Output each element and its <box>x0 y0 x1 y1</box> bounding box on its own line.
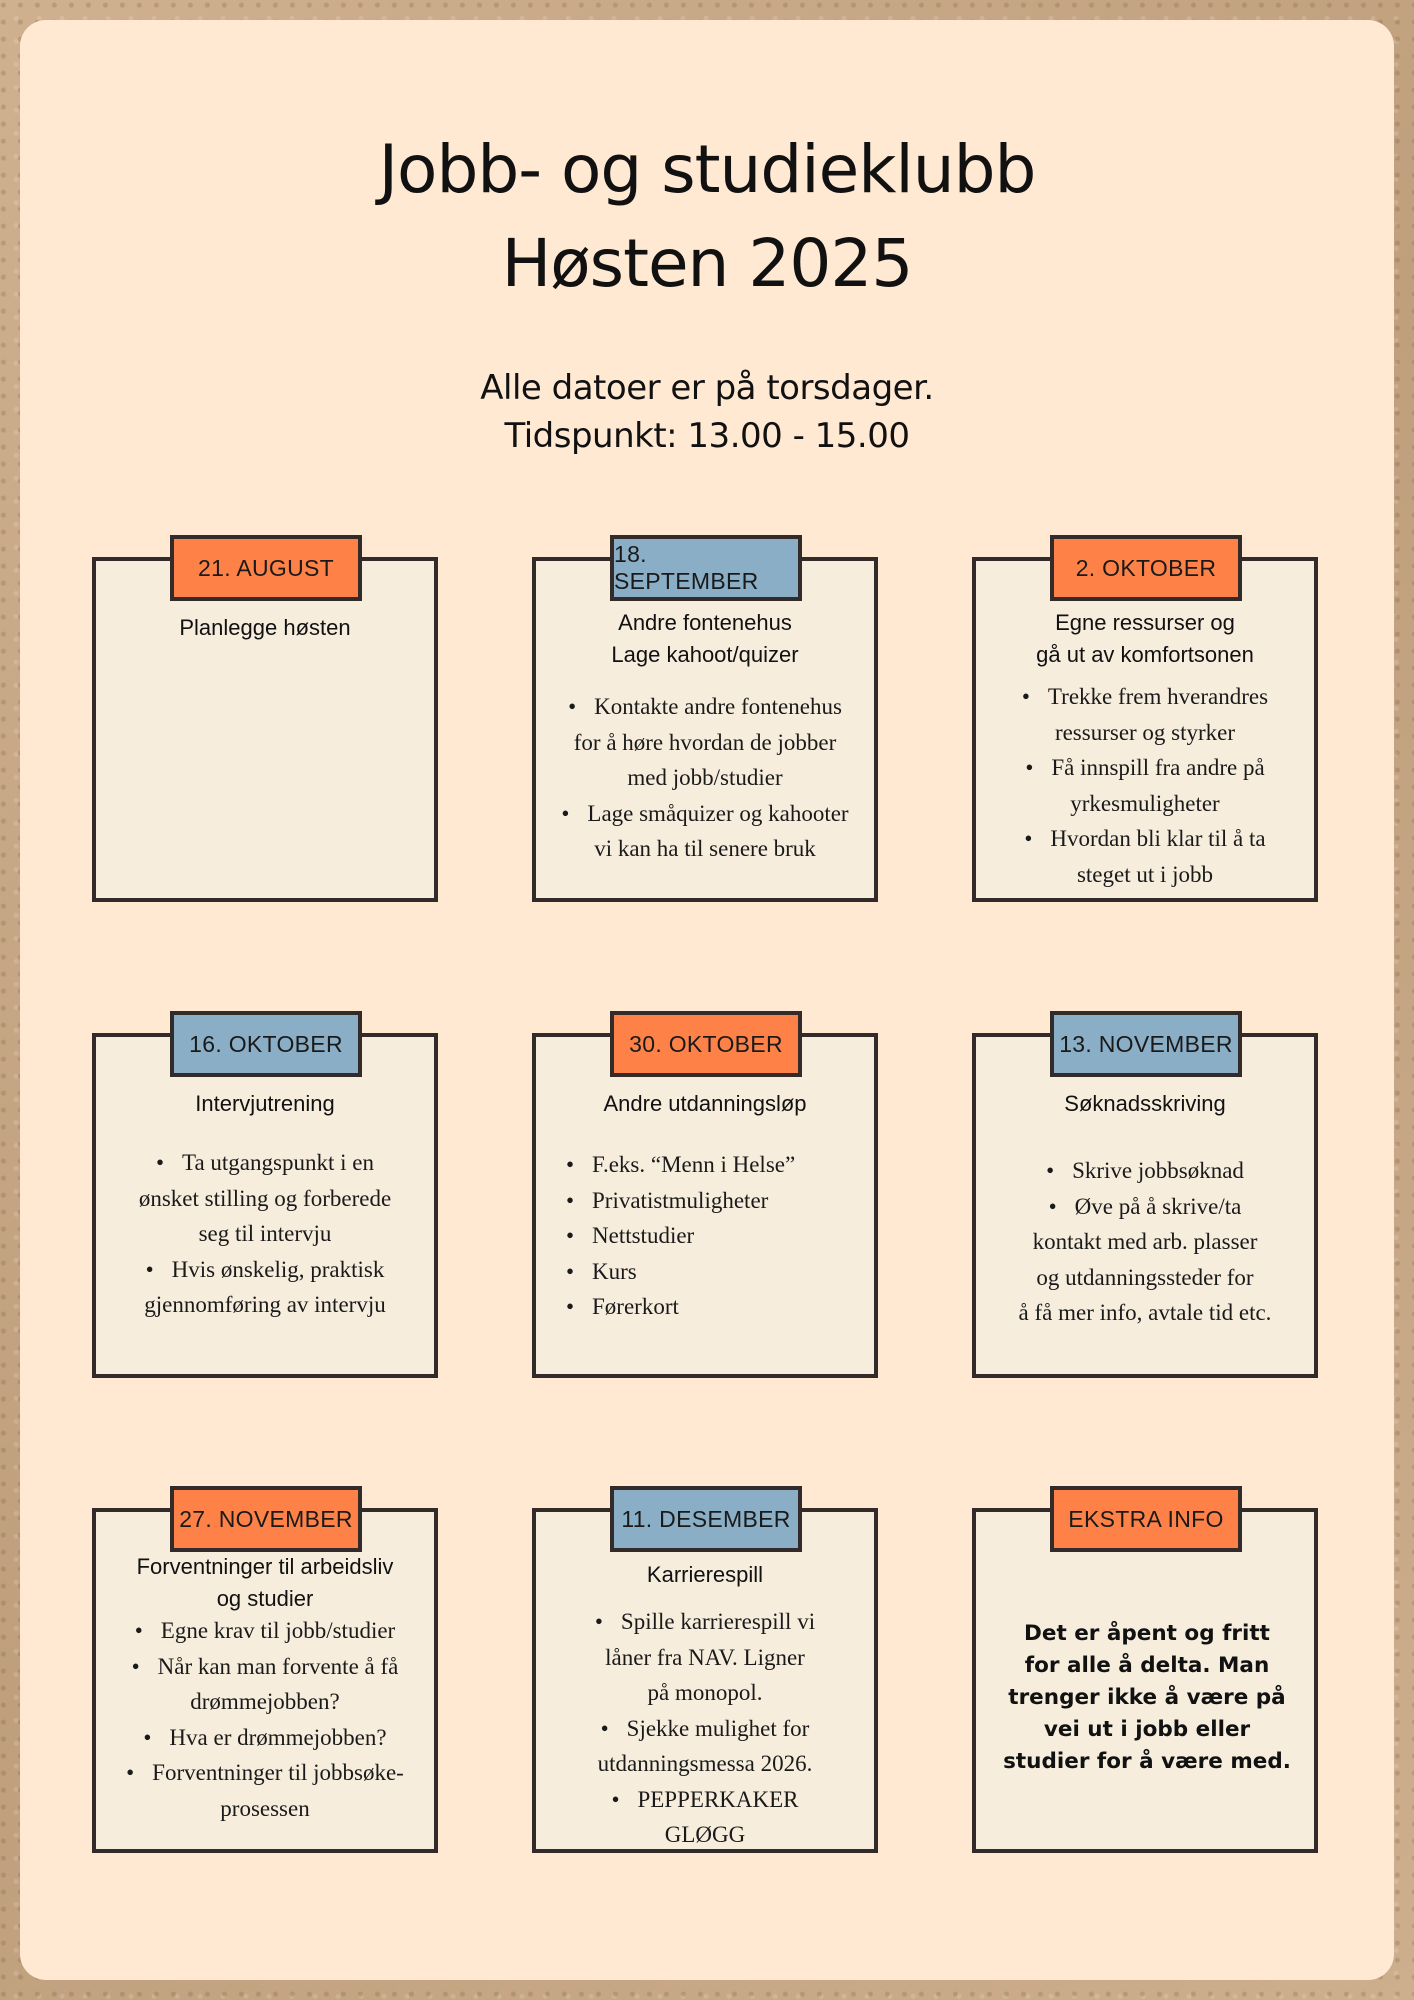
session-heading <box>976 1088 1314 1120</box>
session-card <box>532 1505 878 1853</box>
info-tag: EKSTRA INFO <box>1050 1486 1242 1552</box>
list-item: • Forventninger til jobbsøke- prosessen <box>126 1760 404 1821</box>
session-heading <box>536 607 874 671</box>
heading-line: Forventninger til arbeidsliv <box>136 1554 394 1579</box>
session-card <box>92 554 438 902</box>
session-card <box>972 554 1318 902</box>
bullet-list <box>536 1147 874 1325</box>
heading-line: Karrierespill <box>646 1562 764 1587</box>
date-tag: 16. OKTOBER <box>170 1011 362 1077</box>
list-item: • Skrive jobbsøknad <box>1046 1158 1244 1183</box>
list-item: • Sjekke mulighet for utdanningsmessa 2026. <box>597 1715 813 1776</box>
poster <box>20 20 1394 1980</box>
list-item: • Kurs <box>566 1258 637 1284</box>
list-item: • Privatistmuligheter <box>566 1187 769 1213</box>
page-title: Jobb- og studieklubb <box>378 131 1036 208</box>
schedule-note: Alle datoer er på torsdager. <box>480 368 934 408</box>
bullet-list <box>96 1613 434 1826</box>
session-heading <box>976 607 1314 671</box>
list-item: • Egne krav til jobb/studier <box>134 1618 396 1643</box>
session-card <box>92 1030 438 1378</box>
session-card <box>532 1030 878 1378</box>
heading-line: Andre utdanningsløp <box>603 1091 807 1116</box>
list-item: • F.eks. “Menn i Helse” <box>566 1152 796 1177</box>
bullet-list <box>536 1604 874 1853</box>
session-heading <box>96 1088 434 1120</box>
heading-line: Andre fontenehus <box>618 610 792 635</box>
list-item: • Lage småquizer og kahooter vi kan ha til senere bruk <box>561 800 849 861</box>
list-item: • Førerkort <box>566 1294 679 1319</box>
list-item: • Kontakte andre fontenehus for å høre hvordan de jobber med jobb/studier <box>568 694 842 790</box>
heading-line: Intervjutrening <box>195 1091 335 1116</box>
session-heading <box>96 1551 434 1615</box>
session-card <box>972 1030 1318 1378</box>
date-tag: 30. OKTOBER <box>610 1011 802 1077</box>
date-tag: 27. NOVEMBER <box>170 1486 362 1552</box>
info-card <box>972 1505 1318 1853</box>
list-item: • Nettstudier <box>566 1223 695 1248</box>
session-heading <box>536 1559 874 1591</box>
date-tag: 11. DESEMBER <box>610 1486 802 1552</box>
list-item: • Hvordan bli klar til å ta steget ut i jobb <box>1024 826 1266 887</box>
session-heading <box>536 1088 874 1120</box>
page-title-season: Høsten 2025 <box>501 225 913 302</box>
list-item: • Få innspill fra andre på yrkesmuligheter <box>1025 755 1265 816</box>
time-note: Tidspunkt: 13.00 - 15.00 <box>504 416 910 456</box>
extra-info-text: Det er åpent og fritt for alle å delta. Man trenger ikke å være på vei ut i jobb eller studier for å være med. <box>1003 1621 1291 1774</box>
heading-line: gå ut av komfortsonen <box>1036 642 1254 667</box>
session-card <box>532 541 878 902</box>
bullet-list <box>536 689 874 867</box>
heading-line: Planlegge høsten <box>179 615 351 640</box>
heading-line: Søknadsskriving <box>1064 1091 1226 1116</box>
list-item: • Hva er drømmejobben? <box>143 1724 387 1750</box>
list-item: • Hvis ønskelig, praktisk gjennomføring av intervju <box>144 1256 386 1317</box>
bullet-list <box>96 1145 434 1323</box>
heading-line: Lage kahoot/quizer <box>611 642 799 667</box>
session-heading <box>96 612 434 644</box>
heading-line: og studier <box>216 1586 314 1611</box>
session-card <box>92 1505 438 1853</box>
heading-line: Egne ressurser og <box>1055 610 1235 635</box>
date-tag: 2. OKTOBER <box>1050 535 1242 601</box>
date-tag: 13. NOVEMBER <box>1050 1011 1242 1077</box>
list-item: • PEPPERKAKER GLØGG <box>611 1786 799 1847</box>
list-item: • Ta utgangspunkt i en ønsket stilling og forberede seg til intervju <box>138 1150 392 1246</box>
list-item: • Øve på å skrive/ta kontakt med arb. plasser og utdanningssteder for å få mer info, avtale tid etc. <box>1018 1193 1272 1325</box>
list-item: • Trekke frem hverandres ressurser og styrker <box>1021 684 1269 745</box>
date-tag: 18. SEPTEMBER <box>610 535 802 601</box>
list-item: • Når kan man forvente å få drømmejobben? <box>131 1653 399 1714</box>
bullet-list <box>976 1153 1314 1331</box>
bullet-list <box>976 679 1314 892</box>
list-item: • Spille karrierespill vi låner fra NAV. Ligner på monopol. <box>594 1609 816 1705</box>
date-tag: 21. AUGUST <box>170 535 362 601</box>
